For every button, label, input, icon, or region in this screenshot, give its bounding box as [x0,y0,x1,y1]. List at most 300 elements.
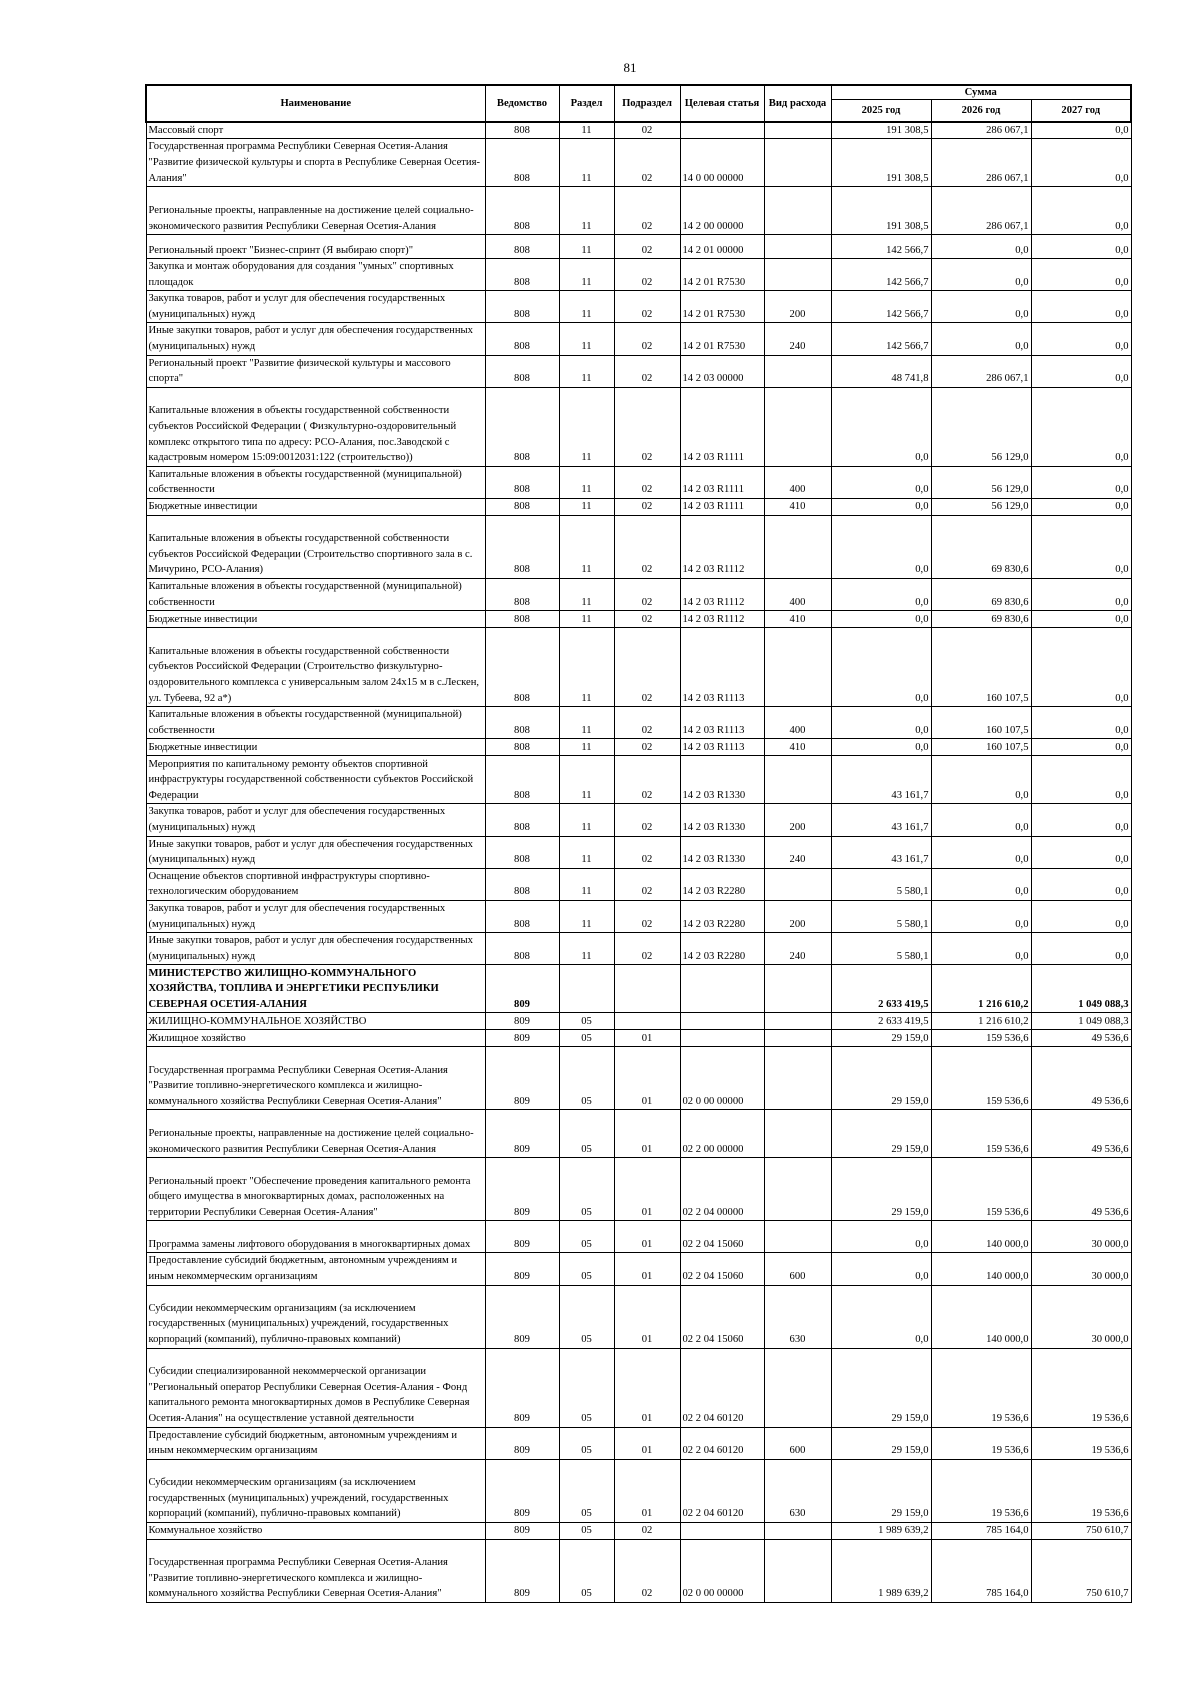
cell-name: Региональный проект "Бизнес-спринт (Я выбираю спорт)" [146,235,485,259]
cell-sum-2025: 29 159,0 [831,1030,931,1047]
cell-expense-type: 630 [764,1459,831,1522]
cell-expense-type [764,139,831,187]
cell-expense-type [764,868,831,900]
cell-ministry: 808 [485,187,559,235]
header-name: Наименование [146,85,485,122]
cell-sum-2027: 0,0 [1031,628,1131,707]
cell-sum-2027: 49 536,6 [1031,1030,1131,1047]
cell-sum-2027: 0,0 [1031,868,1131,900]
header-sum: Сумма [831,85,1131,100]
cell-sum-2027: 0,0 [1031,707,1131,739]
cell-sum-2026: 0,0 [931,836,1031,868]
cell-section: 11 [559,628,614,707]
cell-section: 11 [559,139,614,187]
cell-sum-2027: 0,0 [1031,259,1131,291]
cell-sum-2027: 1 049 088,3 [1031,965,1131,1013]
table-row [146,122,1131,139]
table-row [146,1221,1131,1253]
cell-expense-type: 410 [764,499,831,516]
cell-ministry: 808 [485,355,559,387]
cell-section: 11 [559,187,614,235]
cell-subsection: 02 [614,516,680,579]
cell-ministry: 809 [485,1047,559,1110]
cell-sum-2025: 191 308,5 [831,139,931,187]
table-row [146,868,1131,900]
cell-section: 11 [559,259,614,291]
cell-ministry: 809 [485,1253,559,1285]
table-row [146,1110,1131,1158]
cell-section: 05 [559,1539,614,1602]
cell-sum-2026: 0,0 [931,900,1031,932]
cell-name: Массовый спорт [146,122,485,139]
cell-sum-2025: 0,0 [831,611,931,628]
table-row [146,739,1131,756]
cell-target-article: 02 2 00 00000 [680,1110,764,1158]
cell-sum-2027: 19 536,6 [1031,1348,1131,1427]
cell-subsection: 02 [614,868,680,900]
cell-name: Программа замены лифтового оборудования в многоквартирных домах [146,1221,485,1253]
cell-sum-2027: 30 000,0 [1031,1285,1131,1348]
cell-subsection: 01 [614,1253,680,1285]
cell-expense-type: 400 [764,579,831,611]
cell-name: МИНИСТЕРСТВО ЖИЛИЩНО-КОММУНАЛЬНОГО ХОЗЯЙСТВА, ТОПЛИВА И ЭНЕРГЕТИКИ РЕСПУБЛИКИ СЕВЕРНАЯ ОСЕТИЯ-АЛАНИЯ [146,965,485,1013]
cell-target-article: 14 0 00 00000 [680,139,764,187]
cell-sum-2027: 0,0 [1031,611,1131,628]
table-row [146,1013,1131,1030]
cell-subsection: 02 [614,611,680,628]
cell-sum-2027: 19 536,6 [1031,1459,1131,1522]
table-row [146,756,1131,804]
table-row [146,466,1131,498]
cell-ministry: 808 [485,499,559,516]
cell-subsection: 02 [614,707,680,739]
cell-subsection: 02 [614,1539,680,1602]
cell-subsection: 02 [614,466,680,498]
cell-ministry: 808 [485,259,559,291]
cell-sum-2025: 142 566,7 [831,259,931,291]
cell-ministry: 808 [485,707,559,739]
cell-target-article: 02 2 04 60120 [680,1348,764,1427]
cell-sum-2025: 0,0 [831,466,931,498]
cell-ministry: 808 [485,122,559,139]
cell-target-article [680,1030,764,1047]
cell-ministry: 808 [485,579,559,611]
cell-subsection: 02 [614,323,680,355]
cell-name: Предоставление субсидий бюджетным, автономным учреждениям и иным некоммерческим организациям [146,1253,485,1285]
cell-name: Мероприятия по капитальному ремонту объектов спортивной инфраструктуры государственной собственности субъектов Российской Федерации [146,756,485,804]
cell-section: 05 [559,1285,614,1348]
cell-name: Субсидии некоммерческим организациям (за исключением государственных (муниципальных) учреждений, государственных корпораций (компаний), публично-правовых компаний) [146,1285,485,1348]
cell-expense-type [764,1030,831,1047]
cell-sum-2025: 43 161,7 [831,756,931,804]
cell-sum-2027: 750 610,7 [1031,1539,1131,1602]
cell-sum-2025: 142 566,7 [831,323,931,355]
cell-expense-type: 240 [764,323,831,355]
cell-expense-type [764,387,831,466]
cell-ministry: 808 [485,466,559,498]
cell-expense-type [764,1539,831,1602]
table-row [146,499,1131,516]
cell-sum-2027: 30 000,0 [1031,1221,1131,1253]
cell-subsection: 02 [614,187,680,235]
cell-subsection: 02 [614,355,680,387]
table-row [146,1158,1131,1221]
cell-ministry: 809 [485,1013,559,1030]
cell-section: 11 [559,900,614,932]
cell-name: Субсидии некоммерческим организациям (за исключением государственных (муниципальных) учреждений, государственных корпораций (компаний), публично-правовых компаний) [146,1459,485,1522]
cell-sum-2026: 160 107,5 [931,707,1031,739]
cell-subsection [614,965,680,1013]
cell-name: Государственная программа Республики Северная Осетия-Алания "Развитие физической культуры и спорта в Республике Северная Осетия-Алания" [146,139,485,187]
cell-target-article: 14 2 03 R1113 [680,628,764,707]
cell-sum-2025: 2 633 419,5 [831,1013,931,1030]
cell-sum-2025: 1 989 639,2 [831,1522,931,1539]
cell-name: Оснащение объектов спортивной инфраструктуры спортивно-технологическим оборудованием [146,868,485,900]
cell-ministry: 809 [485,1459,559,1522]
cell-name: Региональные проекты, направленные на достижение целей социально-экономического развития Республики Северная Осетия-Алания [146,1110,485,1158]
table-row [146,628,1131,707]
cell-sum-2026: 286 067,1 [931,187,1031,235]
cell-sum-2025: 29 159,0 [831,1348,931,1427]
cell-ministry: 808 [485,836,559,868]
cell-subsection: 01 [614,1427,680,1459]
cell-ministry: 809 [485,1221,559,1253]
cell-sum-2025: 0,0 [831,579,931,611]
cell-ministry: 808 [485,900,559,932]
cell-expense-type: 200 [764,291,831,323]
cell-target-article: 02 2 04 15060 [680,1253,764,1285]
cell-section: 05 [559,1221,614,1253]
cell-sum-2026: 0,0 [931,756,1031,804]
cell-section: 11 [559,387,614,466]
table-row [146,139,1131,187]
cell-subsection: 02 [614,139,680,187]
cell-name: Государственная программа Республики Северная Осетия-Алания "Развитие топливно-энергетического комплекса и жилищно-коммунального хозяйства Республики Северная Осетия-Алания" [146,1539,485,1602]
header-section: Раздел [559,85,614,122]
cell-target-article: 02 0 00 00000 [680,1539,764,1602]
cell-sum-2027: 0,0 [1031,933,1131,965]
cell-expense-type: 410 [764,739,831,756]
header-subsection: Подраздел [614,85,680,122]
cell-sum-2027: 49 536,6 [1031,1047,1131,1110]
cell-sum-2026: 140 000,0 [931,1285,1031,1348]
cell-target-article: 14 2 03 R2280 [680,868,764,900]
cell-ministry: 809 [485,1539,559,1602]
header-ministry: Ведомство [485,85,559,122]
cell-ministry: 808 [485,739,559,756]
cell-sum-2025: 0,0 [831,1221,931,1253]
cell-section: 11 [559,499,614,516]
cell-name: Закупка и монтаж оборудования для создания "умных" спортивных площадок [146,259,485,291]
cell-name: Иные закупки товаров, работ и услуг для обеспечения государственных (муниципальных) нужд [146,323,485,355]
cell-subsection: 02 [614,499,680,516]
cell-sum-2026: 0,0 [931,259,1031,291]
cell-expense-type [764,1110,831,1158]
cell-sum-2027: 49 536,6 [1031,1110,1131,1158]
cell-sum-2027: 0,0 [1031,291,1131,323]
cell-sum-2025: 0,0 [831,739,931,756]
cell-sum-2025: 29 159,0 [831,1047,931,1110]
cell-sum-2026: 785 164,0 [931,1522,1031,1539]
cell-target-article: 14 2 03 R2280 [680,900,764,932]
cell-sum-2027: 30 000,0 [1031,1253,1131,1285]
cell-sum-2026: 286 067,1 [931,122,1031,139]
budget-table [145,84,1132,1603]
cell-sum-2027: 0,0 [1031,516,1131,579]
cell-subsection: 02 [614,259,680,291]
cell-sum-2026: 0,0 [931,933,1031,965]
cell-sum-2026: 69 830,6 [931,579,1031,611]
cell-ministry: 809 [485,1348,559,1427]
cell-subsection: 02 [614,235,680,259]
cell-subsection: 02 [614,739,680,756]
cell-expense-type: 200 [764,900,831,932]
cell-sum-2025: 191 308,5 [831,122,931,139]
cell-sum-2025: 43 161,7 [831,804,931,836]
cell-ministry: 808 [485,139,559,187]
cell-target-article: 02 2 04 60120 [680,1459,764,1522]
cell-sum-2026: 286 067,1 [931,355,1031,387]
cell-sum-2026: 140 000,0 [931,1253,1031,1285]
cell-ministry: 808 [485,291,559,323]
cell-expense-type: 240 [764,836,831,868]
cell-sum-2025: 29 159,0 [831,1427,931,1459]
table-row [146,1285,1131,1348]
cell-sum-2025: 0,0 [831,628,931,707]
header-year-2026: 2026 год [931,100,1031,122]
cell-name: Региональный проект "Обеспечение проведения капитального ремонта общего имущества в многоквартирных домах, расположенных на территории Республики Северная Осетия-Алания" [146,1158,485,1221]
cell-subsection: 01 [614,1110,680,1158]
cell-sum-2026: 56 129,0 [931,466,1031,498]
cell-target-article: 14 2 03 R1113 [680,707,764,739]
cell-target-article: 14 2 03 R1330 [680,804,764,836]
table-header [146,85,1131,122]
cell-target-article: 14 2 01 R7530 [680,291,764,323]
cell-sum-2025: 1 989 639,2 [831,1539,931,1602]
cell-section: 05 [559,1158,614,1221]
cell-section: 11 [559,611,614,628]
cell-target-article: 02 2 04 00000 [680,1158,764,1221]
cell-ministry: 809 [485,965,559,1013]
cell-subsection: 02 [614,628,680,707]
cell-subsection: 02 [614,804,680,836]
cell-name: Капитальные вложения в объекты государственной (муниципальной) собственности [146,707,485,739]
cell-ministry: 809 [485,1427,559,1459]
cell-sum-2026: 159 536,6 [931,1158,1031,1221]
cell-section: 05 [559,1047,614,1110]
page-number: 81 [623,60,637,75]
cell-name: Коммунальное хозяйство [146,1522,485,1539]
cell-name: Капитальные вложения в объекты государственной собственности субъектов Российской Федерации (Строительство физкультурно-оздоровительного комплекса с универсальным залом 24х15 м в с.Лескен, ул. Тубеева, 92 а*) [146,628,485,707]
cell-target-article: 14 2 03 R1113 [680,739,764,756]
cell-sum-2026: 159 536,6 [931,1047,1031,1110]
table-row [146,516,1131,579]
cell-sum-2025: 5 580,1 [831,933,931,965]
cell-sum-2025: 0,0 [831,707,931,739]
cell-subsection [614,1013,680,1030]
cell-sum-2027: 0,0 [1031,387,1131,466]
cell-expense-type: 600 [764,1253,831,1285]
cell-section: 05 [559,1013,614,1030]
cell-sum-2026: 159 536,6 [931,1030,1031,1047]
cell-target-article: 14 2 03 00000 [680,355,764,387]
cell-sum-2027: 0,0 [1031,139,1131,187]
table-row [146,187,1131,235]
cell-section: 11 [559,122,614,139]
cell-sum-2026: 69 830,6 [931,611,1031,628]
cell-expense-type: 400 [764,466,831,498]
cell-ministry: 808 [485,235,559,259]
cell-subsection: 01 [614,1047,680,1110]
cell-name: Бюджетные инвестиции [146,499,485,516]
cell-expense-type: 200 [764,804,831,836]
table-row [146,291,1131,323]
cell-expense-type [764,516,831,579]
cell-name: Бюджетные инвестиции [146,739,485,756]
cell-section: 11 [559,516,614,579]
cell-expense-type [764,628,831,707]
cell-name: ЖИЛИЩНО-КОММУНАЛЬНОЕ ХОЗЯЙСТВО [146,1013,485,1030]
cell-subsection: 02 [614,756,680,804]
cell-section: 05 [559,1110,614,1158]
table-row [146,1459,1131,1522]
cell-sum-2025: 191 308,5 [831,187,931,235]
cell-section: 05 [559,1459,614,1522]
cell-section: 11 [559,707,614,739]
cell-target-article: 14 2 01 R7530 [680,259,764,291]
cell-sum-2025: 0,0 [831,1253,931,1285]
cell-target-article: 02 2 04 15060 [680,1221,764,1253]
cell-sum-2026: 1 216 610,2 [931,965,1031,1013]
cell-ministry: 809 [485,1285,559,1348]
cell-name: Жилищное хозяйство [146,1030,485,1047]
cell-section: 11 [559,579,614,611]
cell-target-article: 14 2 03 R1112 [680,611,764,628]
cell-sum-2026: 286 067,1 [931,139,1031,187]
table-row [146,611,1131,628]
cell-target-article [680,122,764,139]
cell-subsection: 02 [614,900,680,932]
cell-expense-type [764,235,831,259]
cell-sum-2027: 0,0 [1031,235,1131,259]
cell-subsection: 01 [614,1158,680,1221]
cell-name: Бюджетные инвестиции [146,611,485,628]
cell-ministry: 808 [485,933,559,965]
table-row [146,933,1131,965]
header-year-2025: 2025 год [831,100,931,122]
cell-name: Иные закупки товаров, работ и услуг для обеспечения государственных (муниципальных) нужд [146,933,485,965]
table-row [146,387,1131,466]
cell-sum-2026: 0,0 [931,804,1031,836]
cell-expense-type [764,122,831,139]
cell-expense-type: 600 [764,1427,831,1459]
cell-target-article: 14 2 03 R1330 [680,836,764,868]
cell-name: Региональные проекты, направленные на достижение целей социально-экономического развития Республики Северная Осетия-Алания [146,187,485,235]
cell-section: 11 [559,868,614,900]
cell-sum-2027: 0,0 [1031,187,1131,235]
cell-sum-2025: 142 566,7 [831,291,931,323]
cell-expense-type [764,965,831,1013]
cell-sum-2026: 19 536,6 [931,1348,1031,1427]
header-expense-type: Вид расхода [764,85,831,122]
cell-sum-2027: 0,0 [1031,499,1131,516]
cell-name: Закупка товаров, работ и услуг для обеспечения государственных (муниципальных) нужд [146,804,485,836]
cell-target-article [680,965,764,1013]
table-row [146,900,1131,932]
cell-target-article: 14 2 03 R1111 [680,466,764,498]
table-row [146,804,1131,836]
cell-target-article: 14 2 03 R1112 [680,516,764,579]
table-row [146,1427,1131,1459]
cell-section: 05 [559,1522,614,1539]
cell-expense-type [764,355,831,387]
cell-sum-2025: 0,0 [831,387,931,466]
cell-ministry: 808 [485,756,559,804]
cell-ministry: 809 [485,1030,559,1047]
cell-sum-2027: 19 536,6 [1031,1427,1131,1459]
cell-ministry: 809 [485,1158,559,1221]
cell-sum-2026: 56 129,0 [931,387,1031,466]
cell-expense-type [764,187,831,235]
cell-ministry: 808 [485,387,559,466]
cell-name: Субсидии специализированной некоммерческой организации "Региональный оператор Республики Северная Осетия-Алания - Фонд капитального ремонта многоквартирных домов в Республике Северная Осетия-Алания" на осуществление уставной деятельности [146,1348,485,1427]
cell-sum-2025: 5 580,1 [831,900,931,932]
cell-subsection: 01 [614,1459,680,1522]
cell-section: 11 [559,836,614,868]
cell-sum-2027: 0,0 [1031,836,1131,868]
cell-expense-type [764,1158,831,1221]
cell-sum-2027: 0,0 [1031,579,1131,611]
cell-section: 11 [559,466,614,498]
cell-section: 11 [559,739,614,756]
cell-sum-2027: 0,0 [1031,466,1131,498]
cell-expense-type [764,259,831,291]
cell-target-article: 14 2 01 R7530 [680,323,764,355]
cell-expense-type: 630 [764,1285,831,1348]
cell-expense-type: 410 [764,611,831,628]
cell-sum-2026: 69 830,6 [931,516,1031,579]
cell-subsection: 02 [614,933,680,965]
cell-name: Капитальные вложения в объекты государственной собственности субъектов Российской Федерации ( Физкультурно-оздоровительный комплекс открытого типа по адресу: РСО-Алания, пос.Заводской с кадастровым номером 15:09:0012031:122 (строительство)) [146,387,485,466]
cell-section: 11 [559,355,614,387]
cell-sum-2025: 29 159,0 [831,1459,931,1522]
cell-sum-2026: 159 536,6 [931,1110,1031,1158]
cell-section: 05 [559,1253,614,1285]
cell-sum-2025: 43 161,7 [831,836,931,868]
table-row [146,355,1131,387]
table-row [146,1047,1131,1110]
cell-target-article: 14 2 00 00000 [680,187,764,235]
cell-subsection: 01 [614,1221,680,1253]
cell-section: 11 [559,235,614,259]
cell-ministry: 809 [485,1110,559,1158]
cell-sum-2026: 0,0 [931,235,1031,259]
cell-expense-type [764,1221,831,1253]
cell-name: Капитальные вложения в объекты государственной собственности субъектов Российской Федерации (Строительство спортивного зала в с. Мичурино, РСО-Алания) [146,516,485,579]
cell-expense-type [764,1522,831,1539]
header-target-article: Целевая статья [680,85,764,122]
cell-name: Региональный проект "Развитие физической культуры и массового спорта" [146,355,485,387]
cell-name: Иные закупки товаров, работ и услуг для обеспечения государственных (муниципальных) нужд [146,836,485,868]
cell-ministry: 809 [485,1522,559,1539]
table-body [146,122,1131,1603]
cell-expense-type: 240 [764,933,831,965]
table-row [146,836,1131,868]
cell-sum-2025: 48 741,8 [831,355,931,387]
cell-target-article: 14 2 03 R1111 [680,387,764,466]
cell-sum-2025: 0,0 [831,499,931,516]
cell-sum-2025: 0,0 [831,1285,931,1348]
